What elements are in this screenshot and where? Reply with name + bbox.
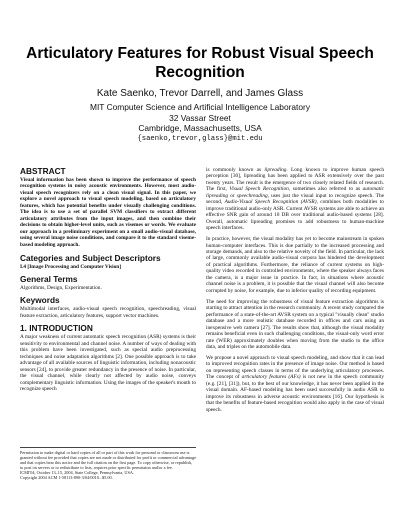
author-names: Kate Saenko, Trevor Darrell, and James Glass	[96, 88, 304, 99]
introduction-heading: 1. INTRODUCTION	[20, 323, 93, 334]
paragraph-lipreading	[206, 167, 384, 232]
right-column	[206, 167, 384, 418]
left-column	[20, 166, 196, 397]
text-span: , combines both modalities to improve traditional audio-only ASR. Current AVSR systems are able to achieve an effective SNR gain of around 10 DB over traditional audio-based systems [28]. Overall, automatic lipreading promises to add robustness to human-machine speech interfaces.	[206, 199, 384, 232]
abstract-text: Visual information has been shown to improve the performance of speech recognition systems in noisy acoustic environments. However, most audio-visual speech recognizers rely on a clean visual signal. In this paper, we explore a novel approach to visual speech modeling, based on articulatory features, which has potential benefits under visually challenging conditions. The idea is to use a set of parallel SVM classifiers to extract different articulatory attributes from the input images, and then combine their decisions to obtain higher-level units, such as visemes or words. We evaluate our approach in a preliminary experiment on a small audio-visual database, using several image noise conditions, and compare it to the standard viseme-based modeling approach.	[20, 177, 196, 248]
paragraph-robustness: The need for improving the robustness of visual feature extraction algorithms is starting to attract attention in the research community. A recent study compared the performance of a state-of-the-art AVSR system on a typical "visually clean" studio database and a more realistic database recorded in offices and cars using an inexpensive web camera [27]. The results show that, although the visual modality remains beneficial even in such challenging conditions, the visual-only word error rate (WER) approximately doubles when moving from the studio to the office data, and triples on the automobile data.	[206, 298, 384, 350]
copyright-line: Copyright 2004 ACM 1-58113-890-3/04/0010...$5.00.	[20, 475, 113, 481]
text-span: , uses just the visual input to recognize speech. The second,	[206, 192, 384, 206]
text-span-italic: automatic lipreading	[206, 186, 384, 199]
author-emails: {saenko,trevor,glass}@mit.edu	[137, 134, 263, 143]
author-block	[20, 87, 380, 144]
keywords-text: Multimodal interfaces, audio-visual speech recognition, speechreading, visual feature extraction, articulatory features, support vector machines.	[20, 306, 196, 319]
paper-title-line-1: Articulatory Features for Robust Visual Speech	[26, 45, 374, 62]
text-span: . Long known to improve human speech perception [30], lipreading has been applied to ASR extensively over the past twenty years. The result is the emergence of two closely related fields of research. The first,	[206, 167, 385, 193]
categories-text: I.4 [Image Processing and Computer Vision]	[20, 263, 122, 270]
text-span-italic: speechreading	[236, 192, 268, 199]
categories-heading: Categories and Subject Descriptors	[20, 252, 161, 263]
keywords-heading: Keywords	[20, 295, 60, 306]
address-line-1: 32 Vassar Street	[169, 112, 231, 123]
general-terms-heading: General Terms	[20, 274, 78, 285]
introduction-text: A major weakness of current automatic speech recognition (ASR) systems is their sensitivity to environmental and channel noise. A number of ways of dealing with this problem have been investigated, such as special audio preprocessing techniques and noise adaptation algorithms [2]. One possible approach is to take advantage of all available sources of linguistic information, including nonacoustic sensors [24], to provide greater redundancy in the presence of noise. In particular, the visual channel, while clearly not affected by audio noise, conveys complementary linguistic information. Using the images of the speaker's mouth to recognize speech	[20, 334, 196, 393]
text-span-italic: Visual Speech Recognition	[229, 186, 289, 193]
text-span: We propose a novel approach to visual speech modeling, and show that it can lead to improved recognition rates in the presence of image noise. Our method is based on representing speech classes in terms of the underlying articulatory processes. The concept of	[206, 355, 384, 381]
text-span: , sometimes also referred to as	[288, 186, 363, 193]
text-span-italic: lipreading	[264, 167, 287, 173]
address-line-2: Cambridge, Massachusetts, USA	[138, 123, 262, 133]
paragraph-proposal	[206, 355, 384, 413]
permission-notice: Permission to make digital or hard copies of all or part of this work for personal or classroom use is granted without fee provided that copies are not made or distributed for profit or commercial advantage and that copies bear this notice and the full citation on the first page. To copy otherwise, or republish, to post on servers or to redistribute to lists, requires prior specific permission and/or a fee.	[20, 450, 196, 471]
paragraph-practice: In practice, however, the visual modality has yet to become mainstream in spoken human-computer interfaces. This is due partially to the increased processing and storage demands, and also to the relative novelty of the field. In particular, the lack of large, commonly available audio-visual corpora has hindered the development of practical algorithms. Furthermore, the reliance of current systems on high-quality video recorded in controlled environments, where the speaker always faces the camera, is a major issue in practice. In fact, in situations where acoustic channel noise is a problem, it is possible that the visual channel will also become corrupted by noise, for example, due to inferior quality of recording equipment.	[206, 236, 384, 294]
general-terms-text: Algorithms, Design, Experimentation.	[20, 285, 102, 292]
text-span: or	[228, 192, 237, 199]
affiliation: MIT Computer Science and Artificial Intelligence Laboratory	[89, 102, 311, 112]
abstract-heading: ABSTRACT	[20, 166, 66, 176]
text-span: is not new in the speech community (e.g. [21], [31]), but, to the best of our knowledge, it has never been applied in the visual domain. AF-based modeling has been used successfully in audio ASR to improve its robustness in adverse acoustic environments [16]. Our hypothesis is that the benefits of feature-based recognition would also apply in the case of visual speech.	[206, 374, 384, 413]
conference-line: ICMI'04, October 13–15, 2004, State College, Pennsylvania, USA.	[20, 470, 134, 476]
text-span: is commonly known as	[206, 167, 265, 173]
paper-title	[20, 44, 380, 82]
paper-title-line-2: Recognition	[155, 64, 245, 81]
text-span-italic: Audio-Visual Speech Recognition (AVSR)	[224, 199, 317, 206]
copyright-footnote	[20, 447, 196, 480]
text-span-italic: articulatory features (AFs)	[241, 374, 301, 381]
